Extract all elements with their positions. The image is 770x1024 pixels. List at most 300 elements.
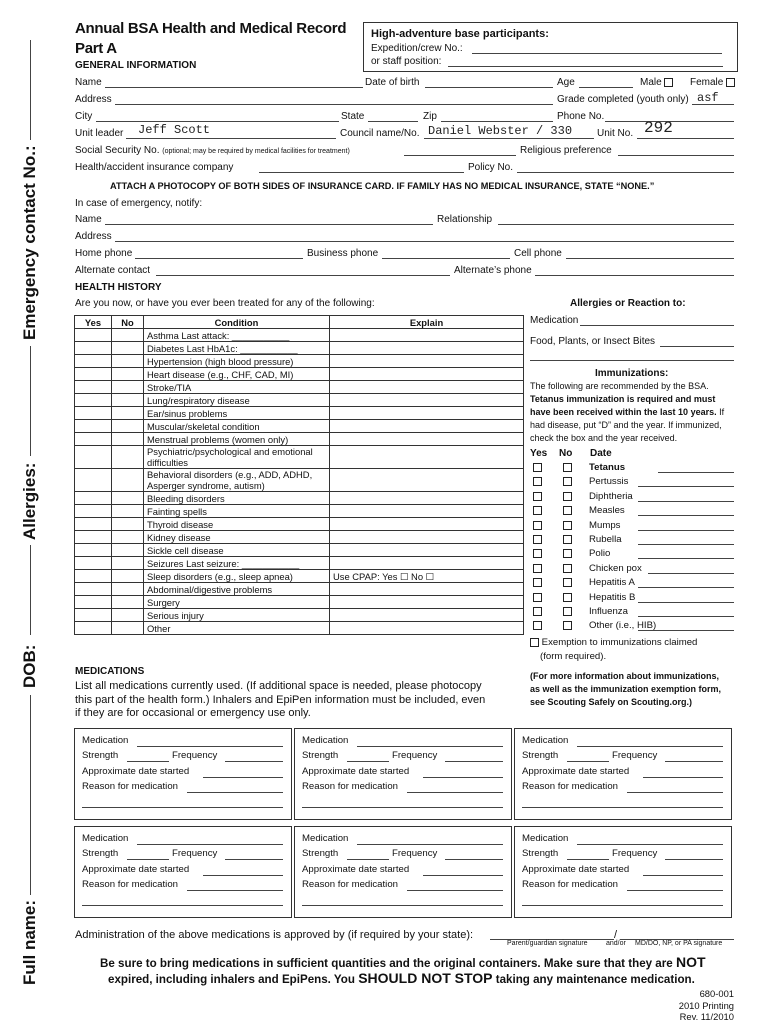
history-explain-cell[interactable] [330,622,524,635]
med-date-field[interactable] [423,875,503,876]
imm-yes-checkbox[interactable] [533,463,542,472]
relationship-field[interactable] [498,224,734,225]
label-ssn [75,145,350,156]
history-condition: Serious injury [144,609,330,622]
history-no-cell[interactable] [112,355,144,368]
history-no-cell[interactable] [112,609,144,622]
med-strength-label: Strength [302,848,339,859]
history-no-cell[interactable] [112,518,144,531]
med-date-field[interactable] [423,777,503,778]
med-reason-label: Reason for medication [82,781,178,792]
med-name-field[interactable] [577,844,723,845]
side-line-fullname [30,695,31,895]
med-reason-field[interactable] [187,890,283,891]
med-name-field[interactable] [137,746,283,747]
med-reason-field[interactable] [627,792,723,793]
ssn-note: (optional; may be required by medical facilities for treatment) [162,148,350,155]
history-no-cell[interactable] [112,420,144,433]
label-female [690,77,735,88]
immunization-date-field[interactable] [638,544,734,545]
allergy-medication-label: Medication [530,315,579,326]
should-not-stop: SHOULD NOT STOP [358,970,493,986]
admin-approval: Administration of the above medications is approved by (if required by your state): [75,929,474,941]
label-city: City [75,111,93,122]
history-no-cell[interactable] [112,329,144,342]
history-no-cell[interactable] [112,492,144,505]
female-checkbox[interactable] [726,78,735,87]
history-no-cell[interactable] [112,596,144,609]
history-explain-cell[interactable]: Use CPAP: Yes ☐ No ☐ [330,570,524,583]
history-yes-cell[interactable] [75,583,112,596]
med-frequency-label: Frequency [172,750,218,761]
unit-no-field[interactable] [637,138,734,139]
zip-field[interactable] [441,121,553,122]
history-condition: Abdominal/digestive problems [144,583,330,596]
age-field[interactable] [579,87,633,88]
imm-no-checkbox[interactable] [563,621,572,630]
med-reason-extra-field[interactable] [522,905,723,906]
history-no-cell[interactable] [112,570,144,583]
imm-no-checkbox[interactable] [563,607,572,616]
history-row [75,420,524,433]
history-explain-cell[interactable] [330,381,524,394]
history-explain-cell[interactable] [330,518,524,531]
immunization-date-field[interactable] [638,501,734,502]
med-strength-label: Strength [302,750,339,761]
history-yes-cell[interactable] [75,518,112,531]
med-name-field[interactable] [137,844,283,845]
unit-leader-value: Jeff Scott [138,123,211,137]
imm-yes-checkbox[interactable] [533,607,542,616]
history-condition: Hypertension (high blood pressure) [144,355,330,368]
imm-yes-checkbox[interactable] [533,492,542,501]
history-explain-cell[interactable] [330,368,524,381]
label-religious: Religious preference [520,145,612,156]
history-row [75,596,524,609]
col-explain: Explain [330,316,524,329]
sig-parent-label: Parent/guardian signature [507,940,588,947]
history-no-cell[interactable] [112,407,144,420]
male-text: Male [640,77,662,88]
med-date-label: Approximate date started [522,864,630,875]
label-e-address: Address [75,231,112,242]
imm-intro-1: The following are recommended by the BSA. [530,381,709,391]
immunization-label: Other (i.e., HIB) [589,620,657,632]
section-general: GENERAL INFORMATION [75,60,197,71]
med-label: Medication [302,735,349,746]
immunization-row [533,548,611,560]
med-reason-label: Reason for medication [302,781,398,792]
history-no-cell[interactable] [112,433,144,446]
med-frequency-field[interactable] [445,761,503,762]
imm-no-checkbox[interactable] [563,578,572,587]
history-yes-cell[interactable] [75,596,112,609]
history-row [75,505,524,518]
med-reason-extra-field[interactable] [522,807,723,808]
sig-slash: / [614,929,618,941]
history-yes-cell[interactable] [75,420,112,433]
med-name-field[interactable] [357,746,503,747]
history-no-cell[interactable] [112,557,144,570]
city-field[interactable] [96,121,339,122]
side-line-allergies [30,346,31,456]
label-alt-contact: Alternate contact [75,265,151,276]
imm-no-checkbox[interactable] [563,463,572,472]
med-name-field[interactable] [577,746,723,747]
med-frequency-label: Frequency [392,750,438,761]
history-row [75,407,524,420]
med-strength-field[interactable] [347,859,389,860]
med-reason-field[interactable] [407,890,503,891]
history-condition: Muscular/skeletal condition [144,420,330,433]
history-yes-cell[interactable] [75,544,112,557]
history-explain-cell[interactable] [330,407,524,420]
immunization-label: Measles [589,505,625,517]
med-reason-field[interactable] [187,792,283,793]
imm-no-checkbox[interactable] [563,521,572,530]
history-yes-cell[interactable] [75,622,112,635]
immunization-date-field[interactable] [638,486,734,487]
med-date-field[interactable] [203,875,283,876]
med-reason-label: Reason for medication [302,879,398,890]
history-condition: Lung/respiratory disease [144,394,330,407]
label-home-phone: Home phone [75,248,133,259]
label-cell-phone: Cell phone [514,248,562,259]
label-council: Council name/No. [340,128,420,139]
imm-no-checkbox[interactable] [563,535,572,544]
form-part: Part A [75,40,117,57]
state-field[interactable] [368,121,418,122]
history-condition: Ear/sinus problems [144,407,330,420]
cell-phone-field[interactable] [566,258,734,259]
history-condition: Sleep disorders (e.g., sleep apnea) [144,570,330,583]
med-frequency-field[interactable] [445,859,503,860]
history-explain-cell[interactable] [330,492,524,505]
imm-yes-checkbox[interactable] [533,535,542,544]
med-date-field[interactable] [643,777,723,778]
history-yes-cell[interactable] [75,433,112,446]
label-unit-no: Unit No. [597,128,634,139]
policy-field[interactable] [517,172,734,173]
label-dob: Date of birth [365,77,420,88]
med-date-field[interactable] [203,777,283,778]
male-checkbox[interactable] [664,78,673,87]
history-explain-cell[interactable] [330,342,524,355]
unit-no-value: 292 [644,119,673,137]
immunization-date-field[interactable] [638,616,734,617]
history-row [75,446,524,469]
med-strength-field[interactable] [347,761,389,762]
not-emphasis: NOT [675,954,706,970]
history-header-row [75,316,524,329]
medication-box [514,728,732,820]
e-name-field[interactable] [105,224,433,225]
imm-intro-3-bold: have been received within the last 10 years. [530,407,717,417]
history-explain-cell[interactable] [330,609,524,622]
imm-intro-5: check the box and the year received. [530,433,678,443]
high-adventure-box [363,22,738,72]
imm-no-checkbox[interactable] [563,564,572,573]
history-yes-cell[interactable] [75,329,112,342]
med-reason-label: Reason for medication [522,781,618,792]
immunization-date-field[interactable] [638,558,734,559]
label-unit-leader: Unit leader [75,128,124,139]
history-yes-cell[interactable] [75,446,112,469]
imm-no-checkbox[interactable] [563,593,572,602]
immunization-date-field[interactable] [648,573,734,574]
immunization-row [533,577,635,589]
side-label-fullname: Full name: [20,899,39,985]
immunization-date-field[interactable] [638,515,734,516]
council-field[interactable] [424,138,594,139]
immunization-label: Polio [589,548,611,560]
history-explain-cell[interactable] [330,596,524,609]
history-question: Are you now, or have you ever been treated for any of the following: [75,298,375,309]
med-reason-extra-field[interactable] [302,807,503,808]
imm-no-checkbox[interactable] [563,492,572,501]
history-explain-cell[interactable] [330,505,524,518]
history-row [75,492,524,505]
medication-box [294,826,512,918]
immunization-date-field[interactable] [658,472,734,473]
med-frequency-field[interactable] [225,761,283,762]
name-field[interactable] [105,87,363,88]
hab-staff-field[interactable] [448,66,723,67]
imm-yes-checkbox[interactable] [533,564,542,573]
history-row [75,583,524,596]
history-explain-cell[interactable] [330,557,524,570]
history-explain-cell[interactable] [330,469,524,492]
med-reason-field[interactable] [407,792,503,793]
allergy-food-field[interactable] [660,346,734,347]
address-field[interactable] [115,104,553,105]
med-reason-label: Reason for medication [82,879,178,890]
alt-contact-field[interactable] [156,275,450,276]
allergy-extra-field[interactable] [530,360,734,361]
bring-notice-2 [108,970,695,986]
imm-intro-2: Tetanus immunization is required and must [530,394,716,404]
medication-box [294,728,512,820]
history-no-cell[interactable] [112,381,144,394]
imm-yes-checkbox[interactable] [533,593,542,602]
med-strength-label: Strength [82,750,119,761]
label-address: Address [75,94,112,105]
hab-title: High-adventure base participants: [371,28,549,40]
history-no-cell[interactable] [112,394,144,407]
immunization-row [533,490,633,502]
history-condition: Thyroid disease [144,518,330,531]
history-row [75,381,524,394]
label-alt-phone: Alternate’s phone [454,265,532,276]
bring-text-1: Be sure to bring medications in sufficient quantities and the original containers. Make sure that they are [100,957,673,970]
history-no-cell[interactable] [112,531,144,544]
medication-box [74,826,292,918]
imm-yes-checkbox[interactable] [533,621,542,630]
imm-info-2: as well as the immunization exemption form, [530,684,722,694]
medication-box [514,826,732,918]
med-frequency-field[interactable] [225,859,283,860]
history-explain-cell[interactable] [330,394,524,407]
form-code: 680-001 [699,988,734,999]
immunization-row [533,620,657,632]
immunization-label: Chicken pox [589,562,642,574]
immunization-date-field[interactable] [638,587,734,588]
med-strength-label: Strength [522,848,559,859]
history-row [75,329,524,342]
history-condition: Heart disease (e.g., CHF, CAD, MI) [144,368,330,381]
exemption-checkbox[interactable] [530,638,539,647]
history-explain-cell[interactable] [330,446,524,469]
history-yes-cell[interactable] [75,609,112,622]
imm-no-checkbox[interactable] [563,549,572,558]
imm-intro-4: had disease, put “D” and the year. If immunized, [530,420,722,430]
med-frequency-field[interactable] [665,859,723,860]
bring-text-2a: expired, including inhalers and EpiPens. You [108,973,355,986]
med-date-label: Approximate date started [302,766,410,777]
history-explain-cell[interactable] [330,531,524,544]
history-condition: Stroke/TIA [144,381,330,394]
hab-expedition-label: Expedition/crew No.: [371,43,463,54]
imm-yes-checkbox[interactable] [533,521,542,530]
allergy-medication-field[interactable] [580,325,734,326]
medication-box [74,728,292,820]
label-state: State [341,111,365,122]
col-no: No [112,316,144,329]
insurance-field[interactable] [259,172,464,173]
history-no-cell[interactable] [112,544,144,557]
immunization-date-field[interactable] [638,530,734,531]
history-condition: Psychiatric/psychological and emotional difficulties [144,446,330,469]
col-condition: Condition [144,316,330,329]
history-explain-cell[interactable] [330,544,524,557]
med-date-field[interactable] [643,875,723,876]
immunization-row [533,476,629,488]
insurance-instruction: ATTACH A PHOTOCOPY OF BOTH SIDES OF INSURANCE CARD. IF FAMILY HAS NO MEDICAL INSURANCE, STATE “NONE.” [110,181,655,191]
imm-yes-checkbox[interactable] [533,477,542,486]
med-strength-field[interactable] [127,761,169,762]
med-reason-field[interactable] [627,890,723,891]
med-strength-field[interactable] [567,859,609,860]
med-label: Medication [302,833,349,844]
history-yes-cell[interactable] [75,368,112,381]
alt-phone-field[interactable] [535,275,734,276]
history-yes-cell[interactable] [75,505,112,518]
history-condition: Diabetes Last HbA1c: ___________ [144,342,330,355]
history-yes-cell[interactable] [75,381,112,394]
med-frequency-label: Frequency [392,848,438,859]
unit-leader-field[interactable] [126,138,336,139]
med-label: Medication [82,735,129,746]
history-no-cell[interactable] [112,368,144,381]
imm-col-no: No [559,448,573,459]
med-strength-field[interactable] [127,859,169,860]
label-e-name: Name [75,214,102,225]
form-title: Annual BSA Health and Medical Record [75,20,347,37]
immunization-row [533,505,625,517]
med-reason-extra-field[interactable] [302,905,503,906]
history-yes-cell[interactable] [75,492,112,505]
bring-text-2b: taking any maintenance medication. [495,973,695,986]
label-zip: Zip [423,111,437,122]
council-value: Daniel Webster / 330 [428,124,573,138]
e-address-field[interactable] [115,241,734,242]
immunization-date-field[interactable] [638,630,734,631]
imm-info-1: (For more information about immunizations, [530,671,719,681]
med-strength-field[interactable] [567,761,609,762]
imm-col-yes: Yes [530,448,548,459]
history-yes-cell[interactable] [75,570,112,583]
hab-staff-label: or staff position: [371,56,442,67]
label-emergency-notify: In case of emergency, notify: [75,198,203,209]
history-explain-cell[interactable] [330,433,524,446]
label-name: Name [75,77,102,88]
history-yes-cell[interactable] [75,355,112,368]
med-reason-extra-field[interactable] [82,807,283,808]
history-yes-cell[interactable] [75,394,112,407]
history-yes-cell[interactable] [75,407,112,420]
med-name-field[interactable] [357,844,503,845]
imm-yes-checkbox[interactable] [533,506,542,515]
history-condition: Kidney disease [144,531,330,544]
hab-expedition-field[interactable] [472,53,722,54]
history-no-cell[interactable] [112,622,144,635]
imm-intro-3 [530,407,724,417]
imm-no-checkbox[interactable] [563,506,572,515]
label-male [640,77,673,88]
history-yes-cell[interactable] [75,342,112,355]
section-medications: MEDICATIONS [75,666,145,677]
med-strength-label: Strength [82,848,119,859]
med-frequency-field[interactable] [665,761,723,762]
imm-yes-checkbox[interactable] [533,578,542,587]
ssn-field[interactable] [404,155,516,156]
history-condition: Behavioral disorders (e.g., ADD, ADHD, Asperger syndrome, autism) [144,469,330,492]
business-phone-field[interactable] [382,258,510,259]
history-no-cell[interactable] [112,446,144,469]
history-condition: Menstrual problems (women only) [144,433,330,446]
ssn-text: Social Security No. [75,145,160,156]
history-explain-cell[interactable] [330,420,524,433]
imm-yes-checkbox[interactable] [533,549,542,558]
history-row [75,394,524,407]
history-explain-cell[interactable] [330,329,524,342]
history-explain-cell[interactable] [330,583,524,596]
history-no-cell[interactable] [112,342,144,355]
history-explain-cell[interactable] [330,355,524,368]
history-no-cell[interactable] [112,583,144,596]
med-label: Medication [522,833,569,844]
history-yes-cell[interactable] [75,557,112,570]
history-no-cell[interactable] [112,469,144,492]
imm-no-checkbox[interactable] [563,477,572,486]
health-history-table [74,315,524,635]
history-yes-cell[interactable] [75,469,112,492]
immunization-label: Mumps [589,519,621,531]
history-condition: Fainting spells [144,505,330,518]
med-reason-extra-field[interactable] [82,905,283,906]
history-yes-cell[interactable] [75,531,112,544]
dob-field[interactable] [425,87,553,88]
imm-info-3: see Scouting Safely on Scouting.org.) [530,697,693,707]
label-insurance: Health/accident insurance company [75,162,234,173]
immunizations-title: Immunizations: [595,368,669,379]
history-no-cell[interactable] [112,505,144,518]
history-condition: Seizures Last seizure: ___________ [144,557,330,570]
home-phone-field[interactable] [135,258,303,259]
immunization-date-field[interactable] [638,602,734,603]
med-reason-label: Reason for medication [522,879,618,890]
religious-field[interactable] [618,155,734,156]
